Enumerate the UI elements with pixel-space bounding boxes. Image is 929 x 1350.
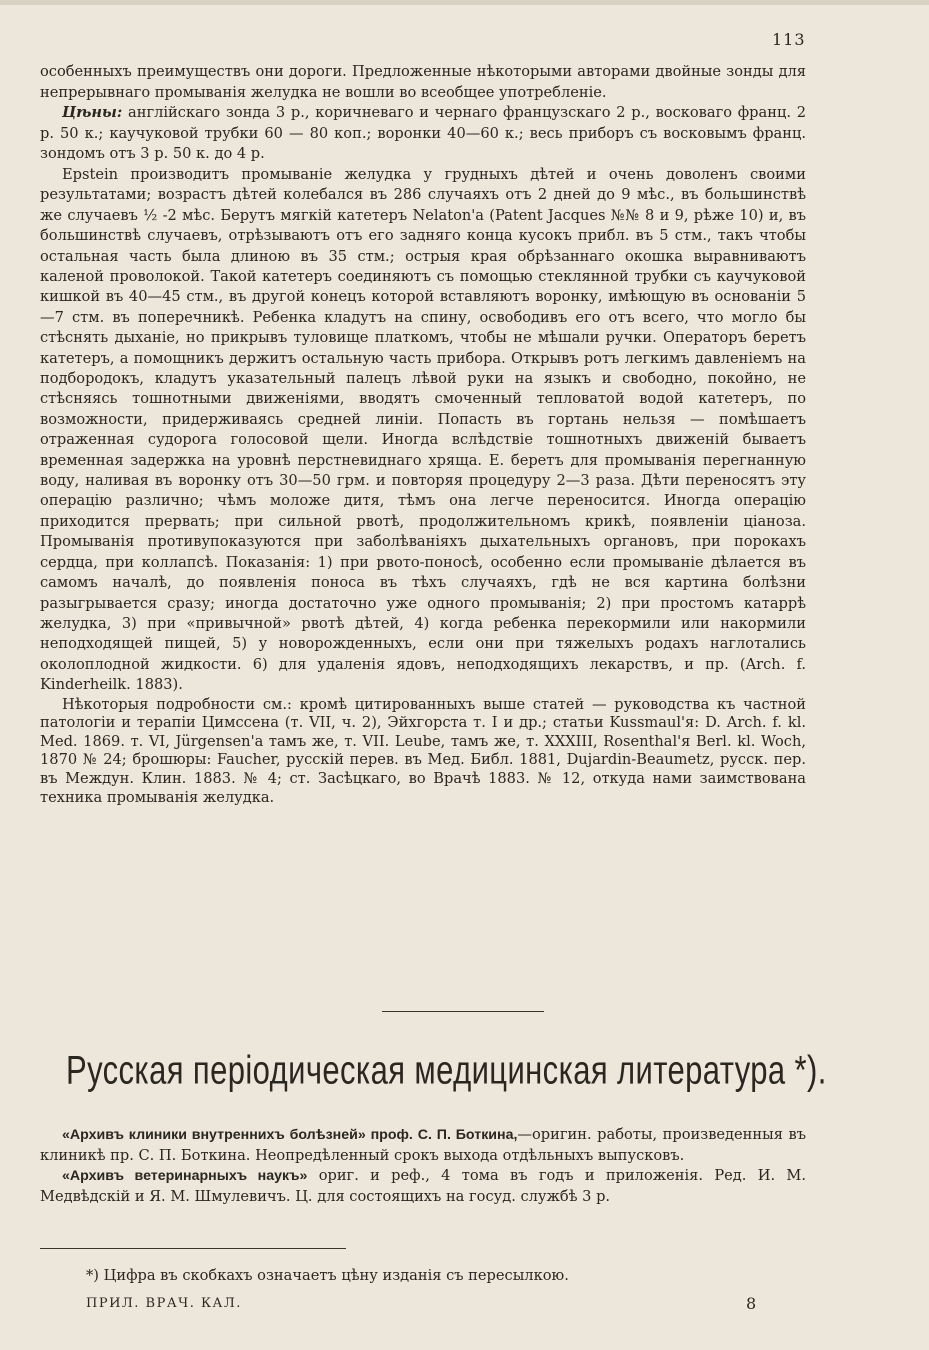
journal-description: ориг. и реф., 4 тома въ годъ и приложенія. Ред. И. М. Медвѣдскій и Я. М. Шмулевичъ. Ц. для состоящихъ на госуд. службѣ 3 р. bbox=[40, 1167, 807, 1205]
journal-entry bbox=[40, 1166, 806, 1207]
paragraph-2-text: Epstein производитъ промываніе желудка у грудныхъ дѣтей и очень доволенъ своими результатами; возрастъ дѣтей колебался въ 286 случаяхъ отъ 2 дней до 9 мѣс., въ большинствѣ же случаевъ ½ -2 мѣс. Берутъ мягкій катетеръ Nelaton'a (Patent Jacques №№ 8 и 9, рѣже 10) и, въ большинствѣ случаевъ, отрѣзываютъ отъ его задняго конца кусокъ прибл. въ 5 стм., такъ чтобы остальная часть была длиною въ 35 стм.; острыя края обрѣзаннаго окошка выравниваютъ каленой проволокой. Такой катетеръ соединяютъ съ помощью стеклянной трубки съ каучуковой кишкой въ 40—45 стм., въ другой конецъ которой вставляютъ воронку, имѣющую въ основаніи 5—7 стм. въ поперечникѣ. Ребенка кладутъ на спину, освободивъ его отъ всего, что могло бы стѣснять дыханіе, но прикрывъ туловище платкомъ, чтобы не мѣшали ручки. Операторъ беретъ катетеръ, а помощникъ держитъ остальную часть прибора. Открывъ ротъ легкимъ давленіемъ на подбородокъ, кладутъ указательный палецъ лѣвой руки на языкъ и свободно, покойно, не стѣсняясь тошнотными движеніями, вводятъ смоченный тепловатой водой катетеръ, по возможности, придерживаясь средней линіи. Попасть въ гортань нельзя — помѣшаетъ отраженная судорога голосовой щели. Иногда вслѣдствіе тошнотныхъ движеній бываетъ временная задержка на уровнѣ перстневиднаго хряща. E. беретъ для промыванія перегнанную воду, наливая въ воронку отъ 30—50 грм. и повторяя процедуру 2—3 раза. Дѣти переносятъ эту операцію различно; чѣмъ моложе дитя, тѣмъ она легче переносится. Иногда операцію приходится прервать; при сильной рвотѣ, продолжительномъ крикѣ, появленіи ціаноза. Промыванія противупоказуются при заболѣваніяхъ дыхательныхъ органовъ, при порокахъ сердца, при коллапсѣ. Показанія: 1) при рвото-поносѣ, особенно если промываніе дѣлается въ самомъ началѣ, до появленія поноса въ тѣхъ случаяхъ, гдѣ не вся картина болѣзни разыгрывается сразу; иногда достаточно уже одного промыванія; 2) при простомъ катаррѣ желудка, 3) при «привычной» рвотѣ дѣтей, 4) когда ребенка перекормили или накормили неподходящей пищей, 5) у новорожденныхъ, если они при тяжелыхъ родахъ наглотались околоплодной жидкости. 6) для удаленія ядовъ, неподходящихъ лекарствъ, и пр. (Arch. f. Kinderheilk. 1883). bbox=[40, 165, 806, 694]
paragraph-references bbox=[40, 696, 806, 808]
page-number: 113 bbox=[772, 30, 806, 49]
prices-label: Цѣны: bbox=[62, 104, 123, 122]
section-divider bbox=[382, 1011, 544, 1012]
journal-list bbox=[40, 1125, 806, 1207]
footnote-divider bbox=[40, 1248, 346, 1249]
journal-entry bbox=[40, 1125, 806, 1166]
article-body bbox=[40, 62, 806, 807]
paragraph-0 bbox=[40, 62, 806, 103]
paragraph-3-text: Нѣкоторыя подробности см.: кромѣ цитированныхъ выше статей — руководства къ частной патологіи и терапіи Цимссена (т. VII, ч. 2), Эйхгорста т. I и др.; статьи Kussmaul'я: D. Arch. f. kl. Med. 1869. т. VI, Jürgensen'а тамъ же, т. VII. Leube, тамъ же, т. XXXIII, Rosenthal'я Berl. kl. Woch, 1870 № 24; брошюры: Faucher, русскій перев. въ Мед. Библ. 1881, Dujardin-Beaumetz, русск. пер. въ Междун. Клин. 1883. № 4; ст. Засѣцкаго, во Врачѣ 1883. № 12, откуда нами заимствована техника промыванія желудка. bbox=[40, 695, 806, 806]
journal-title: «Архивъ клиники внутреннихъ болѣзней» проф. С. П. Боткина, bbox=[62, 1127, 518, 1143]
journal-title: «Архивъ ветеринарныхъ наукъ» bbox=[62, 1168, 308, 1185]
paragraph-1-text: англійскаго зонда 3 р., коричневаго и чернаго французскаго 2 р., восковаго франц. 2 р. 50 к.; каучуковой трубки 60 — 80 коп.; воронки 40—60 к.; весь приборъ съ восковымъ франц. зондомъ отъ 3 р. 50 к. до 4 р. bbox=[40, 104, 806, 163]
paragraph-prices bbox=[40, 103, 806, 165]
page-top-edge bbox=[0, 0, 929, 5]
paragraph-epstein bbox=[40, 165, 806, 696]
journal-description: —оригин. работы, произведенныя въ клиникѣ пр. С. П. Боткина. Неопредѣленный срокъ выхода отдѣльныхъ выпусковъ. bbox=[40, 1126, 806, 1164]
footer-signature-number: 8 bbox=[746, 1294, 757, 1313]
footer-signature: ПРИЛ. ВРАЧ. КАЛ. bbox=[86, 1296, 242, 1311]
footnote: *) Цифра въ скобкахъ означаетъ цѣну изданія съ пересылкою. bbox=[86, 1267, 569, 1284]
paragraph-0-text: особенныхъ преимуществъ они дороги. Предложенные нѣкоторыми авторами двойные зонды для непрерывнаго промыванія желудка не вошли во всеобщее употребленіе. bbox=[40, 63, 806, 101]
section-title: Русская періодическая медицинская литература *). bbox=[66, 1047, 827, 1093]
